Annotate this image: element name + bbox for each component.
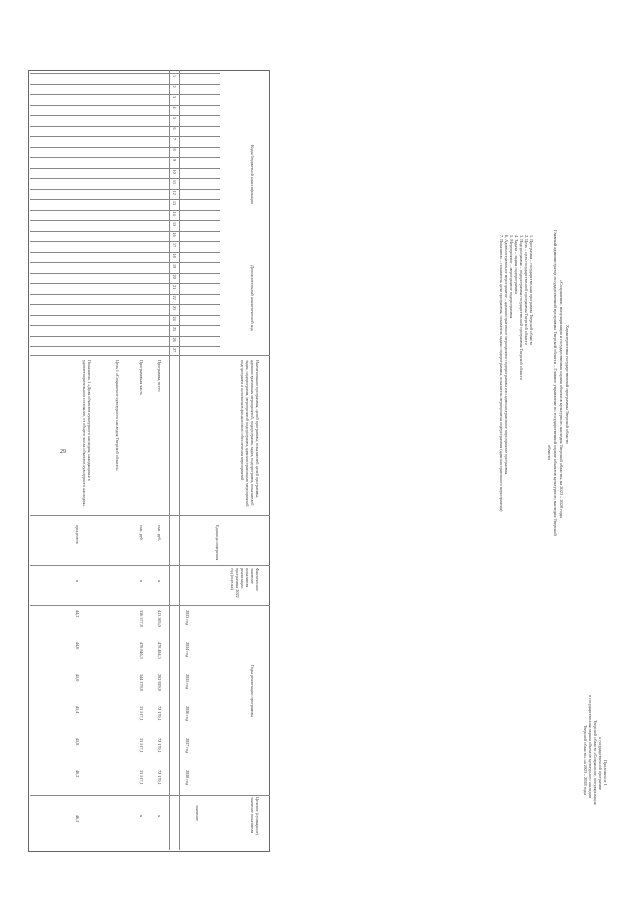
row-value: 282 929,9 — [157, 674, 162, 691]
row-target: х — [157, 815, 162, 818]
row-value: 33 517,1 — [139, 770, 144, 785]
row-value: 72 170,1 — [157, 770, 162, 785]
column-number: 22 — [172, 295, 177, 300]
divider — [30, 795, 270, 796]
column-number: 8 — [172, 148, 177, 151]
grid-line — [30, 189, 220, 190]
doc-title: Характеристика государственной программы Тверской области — [565, 325, 570, 444]
year-label: 2028 год — [185, 770, 190, 786]
note-line: 1. Программа – государственная программа Тверской области — [529, 235, 534, 346]
header-target-value: значение — [195, 805, 200, 821]
year-label: 2024 год — [185, 642, 190, 658]
header-name: Наименование программы, целей программы, показателей целей программы, административных мероприятий, подпрограмм, задач, подпрограмм, показателей задач, подпрограмм, мероприятий подпрограмм, административных мероприятий подпрограмм и источников финансового обеспечения мероприятий — [240, 360, 260, 507]
column-number: 1 — [172, 75, 177, 78]
note-line: 2. Цель – цель государственной программы Тверской области — [524, 235, 529, 345]
row-name: Программная часть — [139, 360, 144, 395]
row-fact: х — [75, 580, 80, 583]
grid-line — [30, 241, 220, 242]
row-name: Цель 1 «Сохранение культурного наследия Тверской области» — [115, 360, 120, 471]
column-number: 23 — [172, 306, 177, 311]
column-number: 3 — [172, 96, 177, 99]
grid-line — [30, 262, 220, 263]
column-number: 16 — [172, 232, 177, 237]
row-value: 336 577,9 — [139, 610, 144, 627]
header-fact: Фактическое значение показателя реализации программы 2022 год (оценка) — [230, 568, 260, 598]
column-number: 27 — [172, 348, 177, 353]
grid-line — [30, 346, 220, 347]
appendix-line: Приложение 1 — [603, 760, 608, 786]
doc-title: «Сохранение, популяризация и государственная охрана объектов культурного наследия Тверской области» на 2023 – 2028 годы — [559, 280, 564, 519]
year-label: 2026 год — [185, 706, 190, 722]
row-value: 478 484,3 — [157, 642, 162, 659]
column-number: 24 — [172, 316, 177, 321]
appendix-line: и государственная охрана объектов культурного наследия — [588, 695, 593, 798]
column-number: 21 — [172, 285, 177, 290]
column-number: 12 — [172, 190, 177, 195]
grid-line — [30, 178, 220, 179]
note-line: 4. Задача – задача подпрограммы — [514, 235, 519, 295]
row-fact: х — [157, 580, 162, 583]
year-label: 2027 год — [185, 738, 190, 754]
row-unit: тыс. руб. — [139, 525, 144, 541]
grid-line — [30, 315, 220, 316]
main-table — [28, 70, 270, 852]
page-number: 29 — [60, 449, 66, 455]
grid-line — [30, 283, 220, 284]
header-unit: Единица измерения — [215, 525, 220, 561]
row-value: 476 846,3 — [139, 642, 144, 659]
row-value: 72 170,1 — [157, 738, 162, 753]
row-value: 72 170,1 — [157, 706, 162, 721]
row-value: 45,8 — [75, 738, 80, 746]
doc-title: Главный администратор государственной программы Тверской области – Главное управление по государственной охране объектов культурного наследия Тверской — [553, 230, 558, 536]
divider — [30, 565, 270, 566]
column-number: 17 — [172, 243, 177, 248]
row-value: 413 583,0 — [157, 610, 162, 627]
column-number: 11 — [172, 180, 177, 185]
grid-line — [30, 304, 220, 305]
grid-line — [30, 94, 220, 95]
doc-title: области — [547, 445, 552, 460]
column-number: 9 — [172, 159, 177, 162]
note-line: 7. Показатель – показатель цели программы, показатель задачи подпрограммы, показатель мероприятия подпрограммы (административного мероприятия) — [499, 235, 504, 512]
divider — [30, 515, 270, 516]
row-name: Программа, всего — [157, 360, 162, 392]
row-target: 46,2 — [75, 815, 80, 823]
row-value: 44,2 — [75, 610, 80, 618]
grid-line — [30, 147, 220, 148]
row-value: 46,2 — [75, 770, 80, 778]
grid-line — [30, 273, 220, 274]
grid-line — [30, 115, 220, 116]
row-value: 344 379,9 — [139, 674, 144, 691]
appendix-line: Тверской области «Сохранение, популяризация — [593, 720, 598, 805]
note-line: 5. Мероприятие – мероприятие подпрограммы — [509, 235, 514, 319]
grid-line — [30, 325, 220, 326]
header-additional: Дополнительный аналитический код — [250, 265, 255, 331]
row-value: 33 517,1 — [139, 738, 144, 753]
column-number: 19 — [172, 264, 177, 269]
column-number: 5 — [172, 117, 177, 120]
column-number: 6 — [172, 127, 177, 130]
row-value: 45,0 — [75, 674, 80, 682]
column-number: 10 — [172, 169, 177, 174]
column-number: 2 — [172, 85, 177, 88]
divider — [30, 605, 270, 606]
landscape-sheet — [20, 25, 620, 885]
row-unit: процентов — [75, 525, 80, 544]
column-number: 18 — [172, 253, 177, 258]
row-value: 45,4 — [75, 706, 80, 714]
header-target: Целевое (суммарное) значение показателя — [250, 797, 260, 835]
appendix-line: к государственной программе — [598, 737, 603, 791]
row-target: х — [139, 815, 144, 818]
grid-line — [30, 220, 220, 221]
row-name: Показатель 1 «Доля объектов культурного наследия, находящихся в удовлетворительном состоянии, от общего числа объектов культурного наследия» — [82, 360, 92, 507]
year-label: 2023 год — [185, 610, 190, 626]
divider — [169, 70, 170, 850]
column-number: 4 — [172, 106, 177, 109]
column-number: 26 — [172, 337, 177, 342]
column-number: 15 — [172, 222, 177, 227]
grid-line — [30, 199, 220, 200]
grid-line — [30, 168, 220, 169]
divider — [179, 70, 180, 850]
header-codes: Коды бюджетной классификации — [250, 145, 255, 205]
note-line: 6. Административное мероприятие – административное мероприятие подпрограммы или административное мероприятие программы — [504, 235, 509, 475]
grid-line — [30, 231, 220, 232]
row-fact: х — [139, 580, 144, 583]
grid-line — [30, 294, 220, 295]
column-number: 13 — [172, 201, 177, 206]
column-number: 7 — [172, 138, 177, 141]
row-value: 44,6 — [75, 642, 80, 650]
grid-line — [30, 126, 220, 127]
grid-line — [30, 84, 220, 85]
grid-line — [30, 73, 220, 74]
grid-line — [30, 105, 220, 106]
column-number: 25 — [172, 327, 177, 332]
year-label: 2025 год — [185, 674, 190, 690]
grid-line — [30, 136, 220, 137]
row-value: 33 517,1 — [139, 706, 144, 721]
grid-line — [30, 210, 220, 211]
grid-line — [30, 252, 220, 253]
column-number: 20 — [172, 274, 177, 279]
grid-line — [30, 157, 220, 158]
appendix-line: Тверской области» на 2023 – 2028 годы — [583, 725, 588, 796]
header-years: Годы реализации программы — [250, 665, 255, 717]
divider — [30, 355, 270, 356]
grid-line — [30, 336, 220, 337]
note-line: 3. Подпрограмма – подпрограмма государственной программы Тверской области — [519, 235, 524, 380]
column-number: 14 — [172, 211, 177, 216]
row-unit: тыс. руб. — [157, 525, 162, 541]
